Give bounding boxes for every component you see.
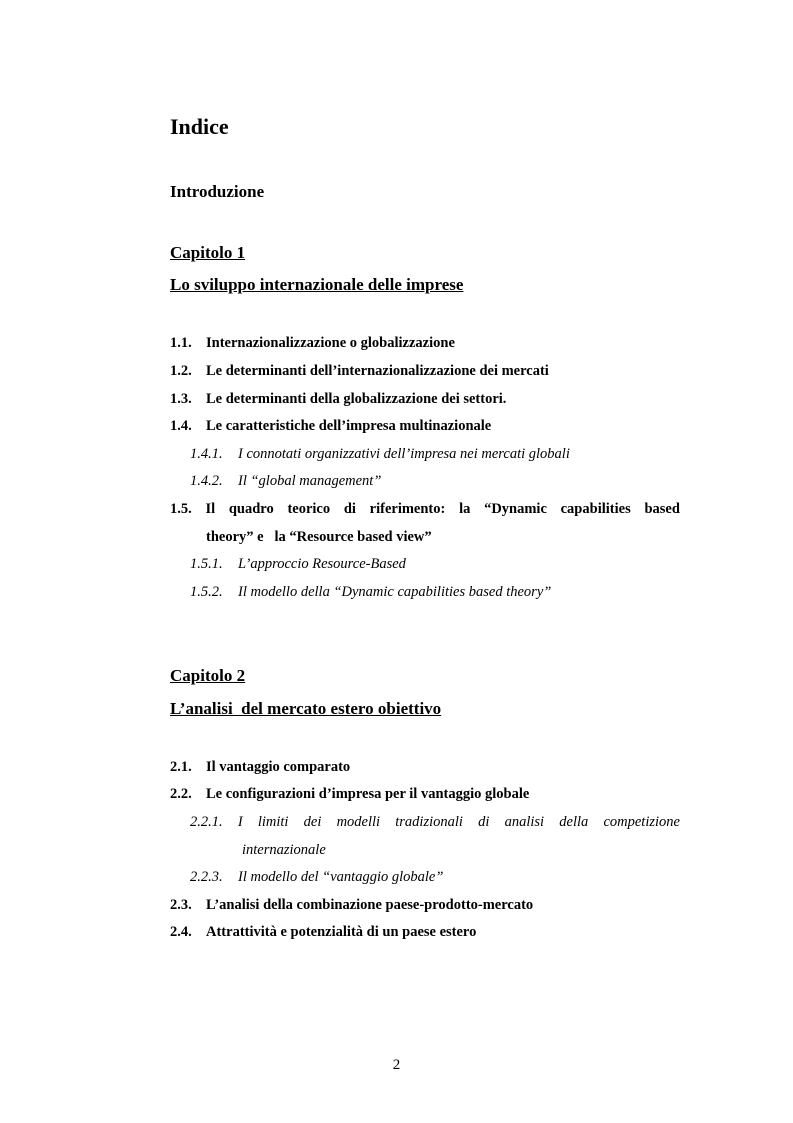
chapter-2-heading: Capitolo 2 [170,666,246,685]
toc-subentry [190,446,570,463]
entry-word: riferimento: [369,501,446,517]
entry-word: Il [205,501,216,517]
subentry-text: L’approccio Resource-Based [238,556,406,572]
subentry-word: competizione [603,814,680,830]
entry-text: L’analisi della combinazione paese-prodotto-mercato [206,897,534,913]
entry-number: 1.5. [170,501,192,517]
entry-text: Le caratteristiche dell’impresa multinazionale [206,418,492,434]
entry-word: di [343,501,356,517]
entry-text: Le determinanti dell’internazionalizzazione dei mercati [206,363,549,379]
subentry-number: 1.5.2. [190,584,223,600]
toc-subentry [190,473,381,490]
entry-number: 2.3. [170,897,192,913]
chapter-1-subtitle: Lo sviluppo internazionale delle imprese [170,275,464,294]
entry-word: teorico [287,501,331,517]
entry-word: “Dynamic [484,501,547,517]
entry-number: 2.4. [170,924,192,940]
toc-subentry [190,556,406,573]
subentry-number: 1.5.1. [190,556,223,572]
page-title: Indice [170,114,229,139]
subentry-text: Il modello del “vantaggio globale” [238,869,444,885]
chapter-1-heading: Capitolo 1 [170,243,246,262]
subentry-word: analisi [504,814,545,830]
entry-text: Attrattività e potenzialità di un paese estero [206,924,477,940]
entry-number: 2.2. [170,786,192,802]
toc-entry [170,897,533,914]
toc-subentry-2-2-1-line1 [190,814,680,831]
toc-entry-1-5-line2: theory” e la “Resource based view” [206,529,432,545]
toc-subentry-2-2-1-line2: internazionale [242,842,326,858]
entry-number: 1.1. [170,335,192,351]
subentry-number: 1.4.2. [190,473,223,489]
entry-word: capabilities [560,501,631,517]
entry-word: based [644,501,680,517]
toc-entry [170,335,455,352]
subentry-number: 2.2.3. [190,869,223,885]
toc-entry [170,418,491,435]
entry-number: 1.2. [170,363,192,379]
entry-number: 1.3. [170,391,192,407]
toc-entry [170,363,549,380]
page-number: 2 [392,1057,401,1073]
toc-entry [170,924,476,941]
subentry-text: Il “global management” [238,473,382,489]
toc-introduction: Introduzione [170,182,265,201]
toc-entry [170,759,350,776]
entry-word: la [459,501,471,517]
toc-subentry [190,584,551,601]
subentry-word: di [478,814,490,830]
entry-text: Le configurazioni d’impresa per il vantaggio globale [206,786,530,802]
subentry-number: 2.2.1. [190,814,223,830]
subentry-text: Il modello della “Dynamic capabilities based theory” [238,584,552,600]
subentry-word: tradizionali [395,814,463,830]
subentry-word: della [559,814,589,830]
entry-text: Internazionalizzazione o globalizzazione [206,335,455,351]
entry-number: 2.1. [170,759,192,775]
toc-entry-1-5-line1 [170,501,680,518]
entry-text: Le determinanti della globalizzazione dei settori. [206,391,507,407]
entry-number: 1.4. [170,418,192,434]
subentry-text: I connotati organizzativi dell’impresa nei mercati globali [238,446,570,462]
subentry-word: limiti [257,814,289,830]
subentry-word: I [237,814,243,830]
subentry-word: modelli [336,814,381,830]
chapter-2-subtitle: L’analisi del mercato estero obiettivo [170,699,442,718]
entry-word: quadro [228,501,274,517]
subentry-word: dei [303,814,322,830]
toc-entry [170,786,529,803]
toc-subentry [190,869,443,886]
entry-text: Il vantaggio comparato [206,759,351,775]
subentry-number: 1.4.1. [190,446,223,462]
toc-entry [170,391,506,408]
